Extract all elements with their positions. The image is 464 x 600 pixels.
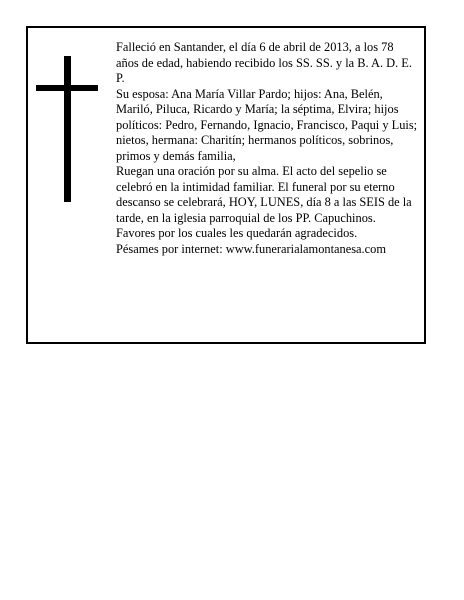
funeral-details: Ruegan una oración por su alma. El acto del sepelio se celebró en la intimidad familiar. El funeral por su eterno descanso se celebrará, HOY, LUNES, día 8 a las SEIS de la tarde, en la iglesia parroquial de los PP. Capuchinos. Favores por los cuales les quedarán agradecidos. xyxy=(116,164,412,240)
latin-cross-icon xyxy=(36,56,98,202)
cross-vertical-bar xyxy=(64,56,71,202)
condolences-line: Pésames por internet: www.funerarialamontanesa.com xyxy=(116,241,386,256)
family-list: Su esposa: Ana María Villar Pardo; hijos: Ana, Belén, Mariló, Piluca, Ricardo y María; la séptima, Elvira; hijos políticos: Pedro, Fernando, Ignacio, Francisco, Paqui y Luis; nietos, hermana: Charitín; hermanos políticos, sobrinos, primos y demás familia, xyxy=(116,86,418,163)
cross-horizontal-bar xyxy=(36,85,98,91)
obituary-text xyxy=(116,40,418,257)
death-announcement: Falleció en Santander, el día 6 de abril de 2013, a los 78 años de edad, habiendo recibido los SS. SS. y la B. A. D. E. P. xyxy=(116,40,412,85)
obituary-notice xyxy=(26,26,426,344)
